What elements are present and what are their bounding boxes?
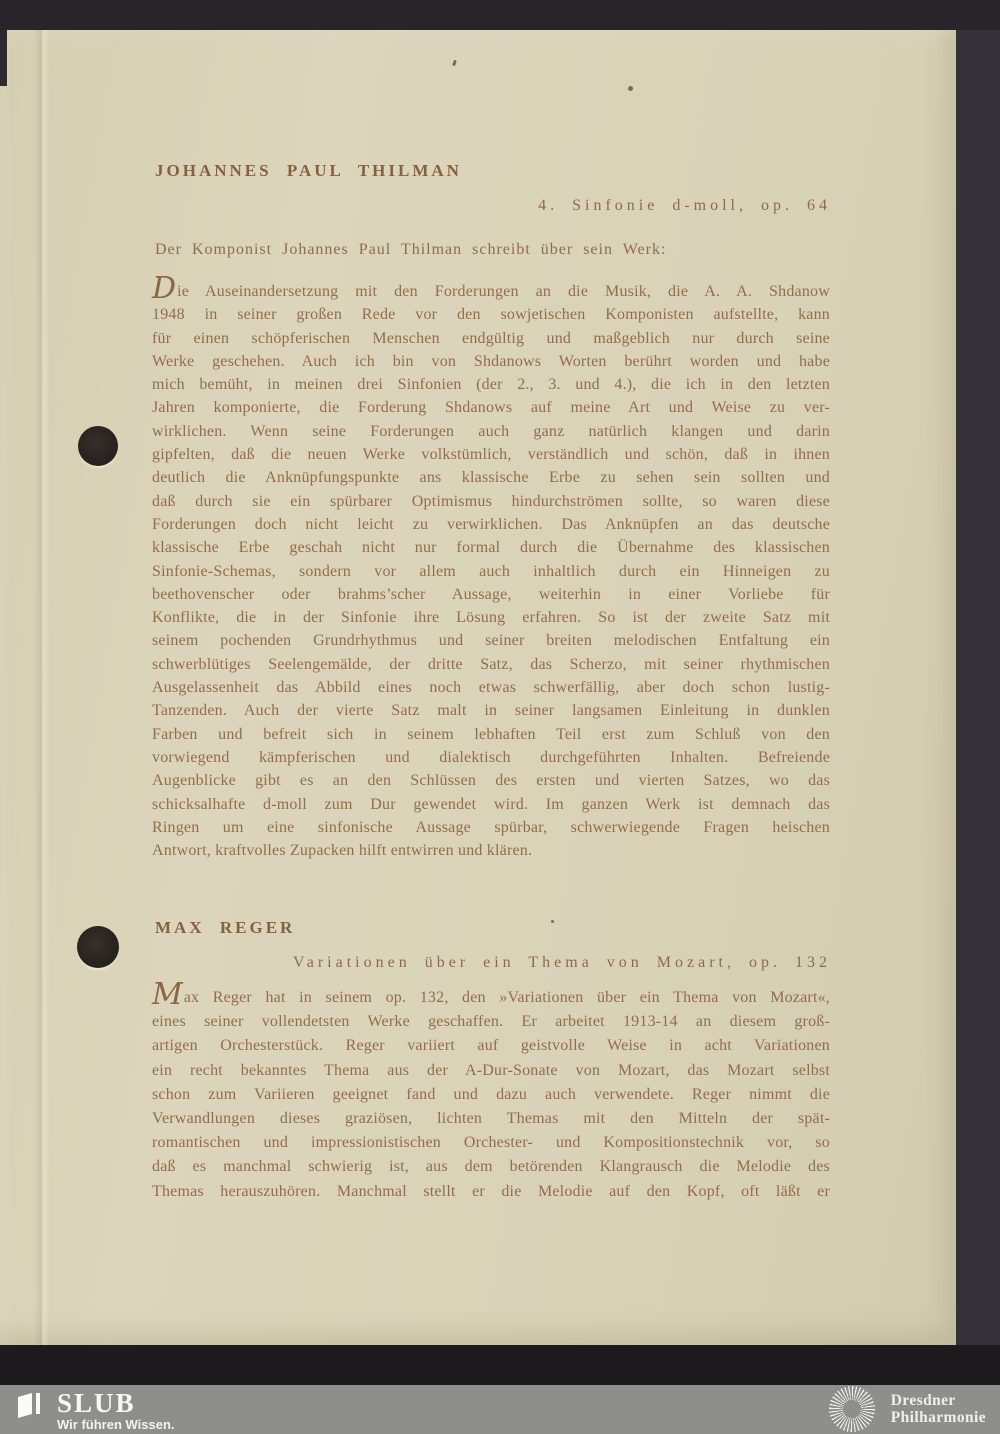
text-line-rest: ax Reger hat in seinem op. 132, den »Variationen über ein Thema von Mozart«, — [183, 989, 830, 1006]
work-title-sinfonie: 4. Sinfonie d-moll, op. 64 — [538, 197, 831, 214]
work-title-variationen: Variationen über ein Thema von Mozart, op. 132 — [292, 954, 831, 971]
text-line: seinem pochenden Grundrhythmus und seiner breiten melodischen Entfaltung ein — [152, 632, 830, 650]
text-line: Ringen um eine sinfonische Aussage spürbar, schwerwiegende Fragen heischen — [152, 818, 830, 836]
slub-book-icon — [15, 1391, 43, 1419]
paper-speck — [551, 920, 554, 923]
punch-hole-bottom — [77, 926, 119, 968]
text-line: artigen Orchesterstück. Reger variiert auf geistvolle Weise in acht Variationen — [152, 1037, 830, 1055]
text-line: vorwiegend kämpferischen und dialektisch durchgeführten Inhalten. Befreiende — [152, 748, 830, 766]
starburst-icon — [829, 1386, 875, 1432]
scan-bed-bottom — [0, 1345, 1000, 1385]
text-line: Jahren komponierte, die Forderung Shdanows auf meine Art und Weise zu ver- — [152, 399, 830, 417]
text-line — [152, 977, 830, 1012]
text-line: für einen schöpferischen Menschen endgültig und maßgeblich nur durch seine — [152, 329, 830, 347]
composer-heading-reger: MAX REGER — [155, 918, 296, 937]
text-line — [152, 271, 830, 306]
program-note-thilman — [152, 271, 830, 862]
text-line: Forderungen doch nicht leicht zu verwirklichen. Das Anknüpfen an das deutsche — [152, 515, 830, 533]
philharmonie-wordmark — [891, 1392, 986, 1426]
paper-speck — [628, 86, 633, 91]
paper-crease — [34, 30, 50, 1345]
composer-heading-thilman: JOHANNES PAUL THILMAN — [155, 161, 462, 180]
text-line: Farben und befreit sich in seinem lebhaften Teil erst zum Schluß von den — [152, 725, 830, 743]
text-line: schicksalhafte d-moll zum Dur gewendet wird. Im ganzen Werk ist demnach das — [152, 795, 830, 813]
text-line: daß es manchmal schwierig ist, aus dem betörenden Klangrausch die Melodie des — [152, 1158, 830, 1176]
text-line: klassische Erbe geschah nicht nur formal durch die Übernahme des klassischen — [152, 539, 830, 557]
drop-cap-d: D — [152, 271, 177, 306]
text-line: Ausgelassenheit das Abbild eines noch etwas schwerfällig, aber doch schon lustig- — [152, 679, 830, 697]
slub-banner — [0, 1385, 1000, 1434]
slub-wordmark: SLUB — [57, 1388, 136, 1418]
text-line: mich bemüht, in meinen drei Sinfonien (der 2., 3. und 4.), die ich in den letzten — [152, 376, 830, 394]
slub-logo — [15, 1389, 175, 1432]
text-line: Konflikte, die in der Sinfonie ihre Lösung erfahren. So ist der zweite Satz mit — [152, 609, 830, 627]
slub-wordmark-group — [57, 1389, 175, 1432]
text-line: Tanzenden. Auch der vierte Satz malt in seiner langsamen Einleitung in dunklen — [152, 702, 830, 720]
text-line: Verwandlungen dieses graziösen, lichten Themas mit den Mitteln der spät- — [152, 1109, 830, 1127]
text-line-rest: ie Auseinandersetzung mit den Forderungen an die Musik, die A. A. Shdanow — [177, 283, 830, 300]
text-line: Sinfonie-Schemas, sondern vor allem auch inhaltlich durch ein Hinneigen zu — [152, 562, 830, 580]
text-line: Themas herauszuhören. Manchmal stellt er die Melodie auf den Kopf, oft läßt er — [152, 1182, 830, 1200]
philharmonie-logo — [829, 1386, 986, 1432]
drop-cap-m: M — [152, 977, 183, 1012]
paper-corner-notch — [0, 30, 7, 86]
slub-tagline: Wir führen Wissen. — [57, 1417, 175, 1432]
text-line: Augenblicke gibt es an den Schlüssen des ersten und vierten Satzes, wo das — [152, 772, 830, 790]
philharmonie-line1: Dresdner — [890, 1392, 956, 1409]
text-line: eines seiner vollendetsten Werke geschaffen. Er arbeitet 1913-14 an diesem groß- — [152, 1013, 830, 1031]
text-line: 1948 in seiner großen Rede vor den sowjetischen Komponisten aufstellte, kann — [152, 306, 830, 324]
philharmonie-line2: Philharmonie — [890, 1409, 986, 1426]
text-line: schwerblütiges Seelengemälde, der dritte Satz, das Scherzo, mit seiner rhythmischen — [152, 655, 830, 673]
text-line: schon zum Variieren geeignet fand und dazu auch verwendete. Reger nimmt die — [152, 1085, 830, 1103]
text-line: ein recht bekanntes Thema aus der A-Dur-Sonate von Mozart, das Mozart selbst — [152, 1061, 830, 1079]
punch-hole-top — [78, 426, 118, 466]
paper-speck — [452, 60, 457, 67]
text-line: daß durch sie ein spürbarer Optimismus hindurchströmen sollte, so waren diese — [152, 492, 830, 510]
text-line: Werke geschehen. Auch ich bin von Shdanows Worten berührt worden und habe — [152, 352, 830, 370]
text-line: romantischen und impressionistischen Orchester- und Kompositionstechnik vor, so — [152, 1134, 830, 1152]
text-line: wirklichen. Wenn seine Forderungen auch ganz natürlich klangen und darin — [152, 422, 830, 440]
intro-line: Der Komponist Johannes Paul Thilman schreibt über sein Werk: — [155, 241, 667, 258]
text-line: deutlich die Anknüpfungspunkte ans klassische Erbe zu sehen sein sollten und — [152, 469, 830, 487]
program-note-reger — [152, 977, 830, 1204]
text-line: gipfelten, daß die neuen Werke volkstümlich, verständlich und schön, daß in ihnen — [152, 446, 830, 464]
text-line: beethovenscher oder brahms’scher Aussage, weiterhin in einer Vorliebe für — [152, 585, 830, 603]
program-page — [0, 30, 956, 1345]
scan-bed-top — [0, 0, 1000, 30]
text-line: Antwort, kraftvolles Zupacken hilft entwirren und klären. — [152, 842, 533, 860]
